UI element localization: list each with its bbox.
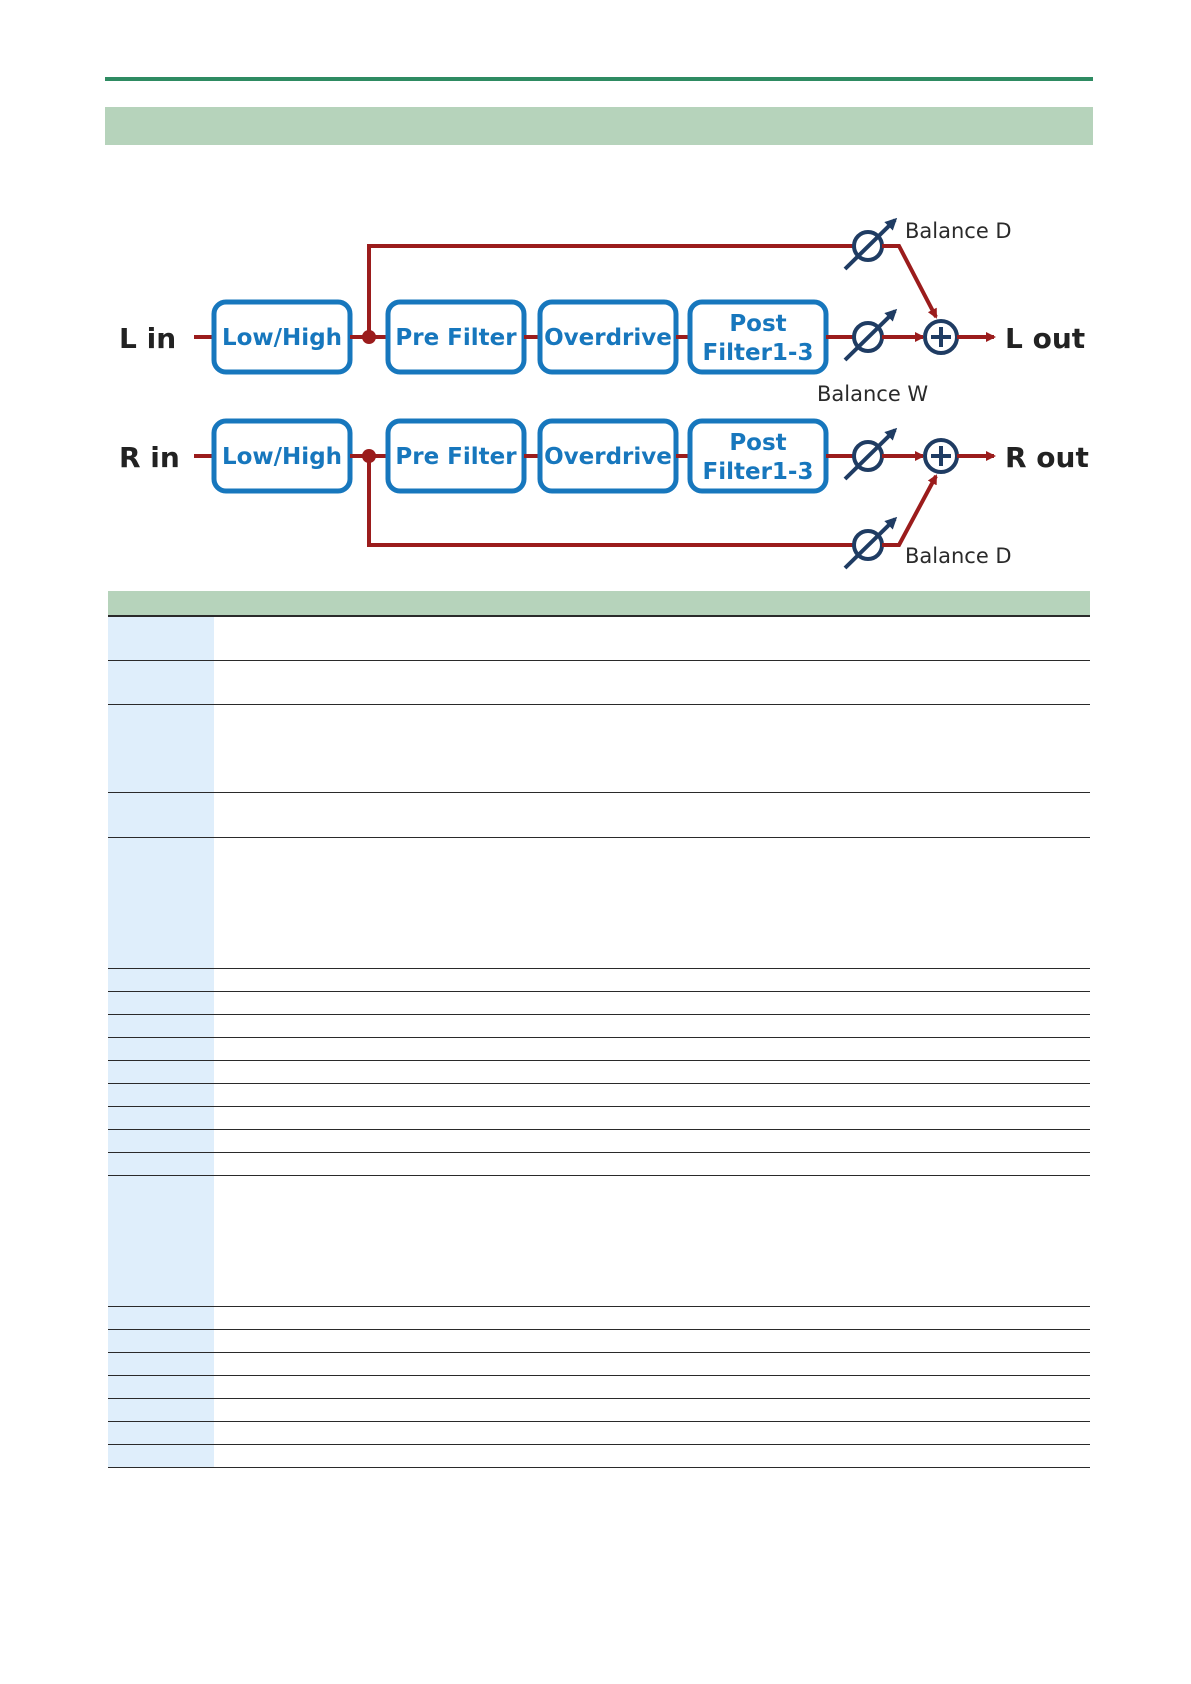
table-row <box>108 1422 1090 1445</box>
l-overdrive-label: Overdrive <box>544 325 672 351</box>
table-row <box>108 617 1090 661</box>
table-row <box>108 1015 1090 1038</box>
table-row <box>108 1084 1090 1107</box>
l-pre-filter-label: Pre Filter <box>395 325 517 351</box>
table-row <box>108 1399 1090 1422</box>
r-out-label: R out <box>1005 441 1089 474</box>
table-row <box>108 992 1090 1015</box>
table-row <box>108 1153 1090 1176</box>
r-balance-d-label: Balance D <box>905 544 1012 568</box>
balance-w-label: Balance W <box>817 382 929 406</box>
l-out-label: L out <box>1005 322 1086 355</box>
table-row <box>108 1176 1090 1307</box>
r-dry-to-mixer-wire <box>882 476 936 545</box>
table-row <box>108 969 1090 992</box>
parameter-table <box>108 591 1090 1468</box>
table-row <box>108 793 1090 838</box>
r-overdrive-label: Overdrive <box>544 444 672 470</box>
r-post-filter-label-1: Post <box>729 430 787 456</box>
r-pre-filter-label: Pre Filter <box>395 444 517 470</box>
l-in-label: L in <box>119 322 177 355</box>
table-row <box>108 1038 1090 1061</box>
r-post-filter-label-2: Filter1-3 <box>702 459 814 485</box>
l-balance-d-label: Balance D <box>905 219 1012 243</box>
l-low-high-label: Low/High <box>221 325 343 351</box>
table-row <box>108 1330 1090 1353</box>
table-row <box>108 1307 1090 1330</box>
table-row <box>108 1107 1090 1130</box>
table-row <box>108 1130 1090 1153</box>
table-row <box>108 1376 1090 1399</box>
table-row <box>108 1445 1090 1468</box>
signal-flow-diagram <box>0 0 1191 600</box>
l-post-filter-label-2: Filter1-3 <box>702 340 814 366</box>
l-post-filter-label-1: Post <box>729 311 787 337</box>
table-row <box>108 661 1090 705</box>
table-row <box>108 1353 1090 1376</box>
r-low-high-label: Low/High <box>221 444 343 470</box>
table-row <box>108 838 1090 969</box>
l-dry-to-mixer-wire <box>882 246 936 317</box>
table-row <box>108 705 1090 793</box>
table-row <box>108 1061 1090 1084</box>
table-header <box>108 591 1090 617</box>
r-in-label: R in <box>119 441 180 474</box>
